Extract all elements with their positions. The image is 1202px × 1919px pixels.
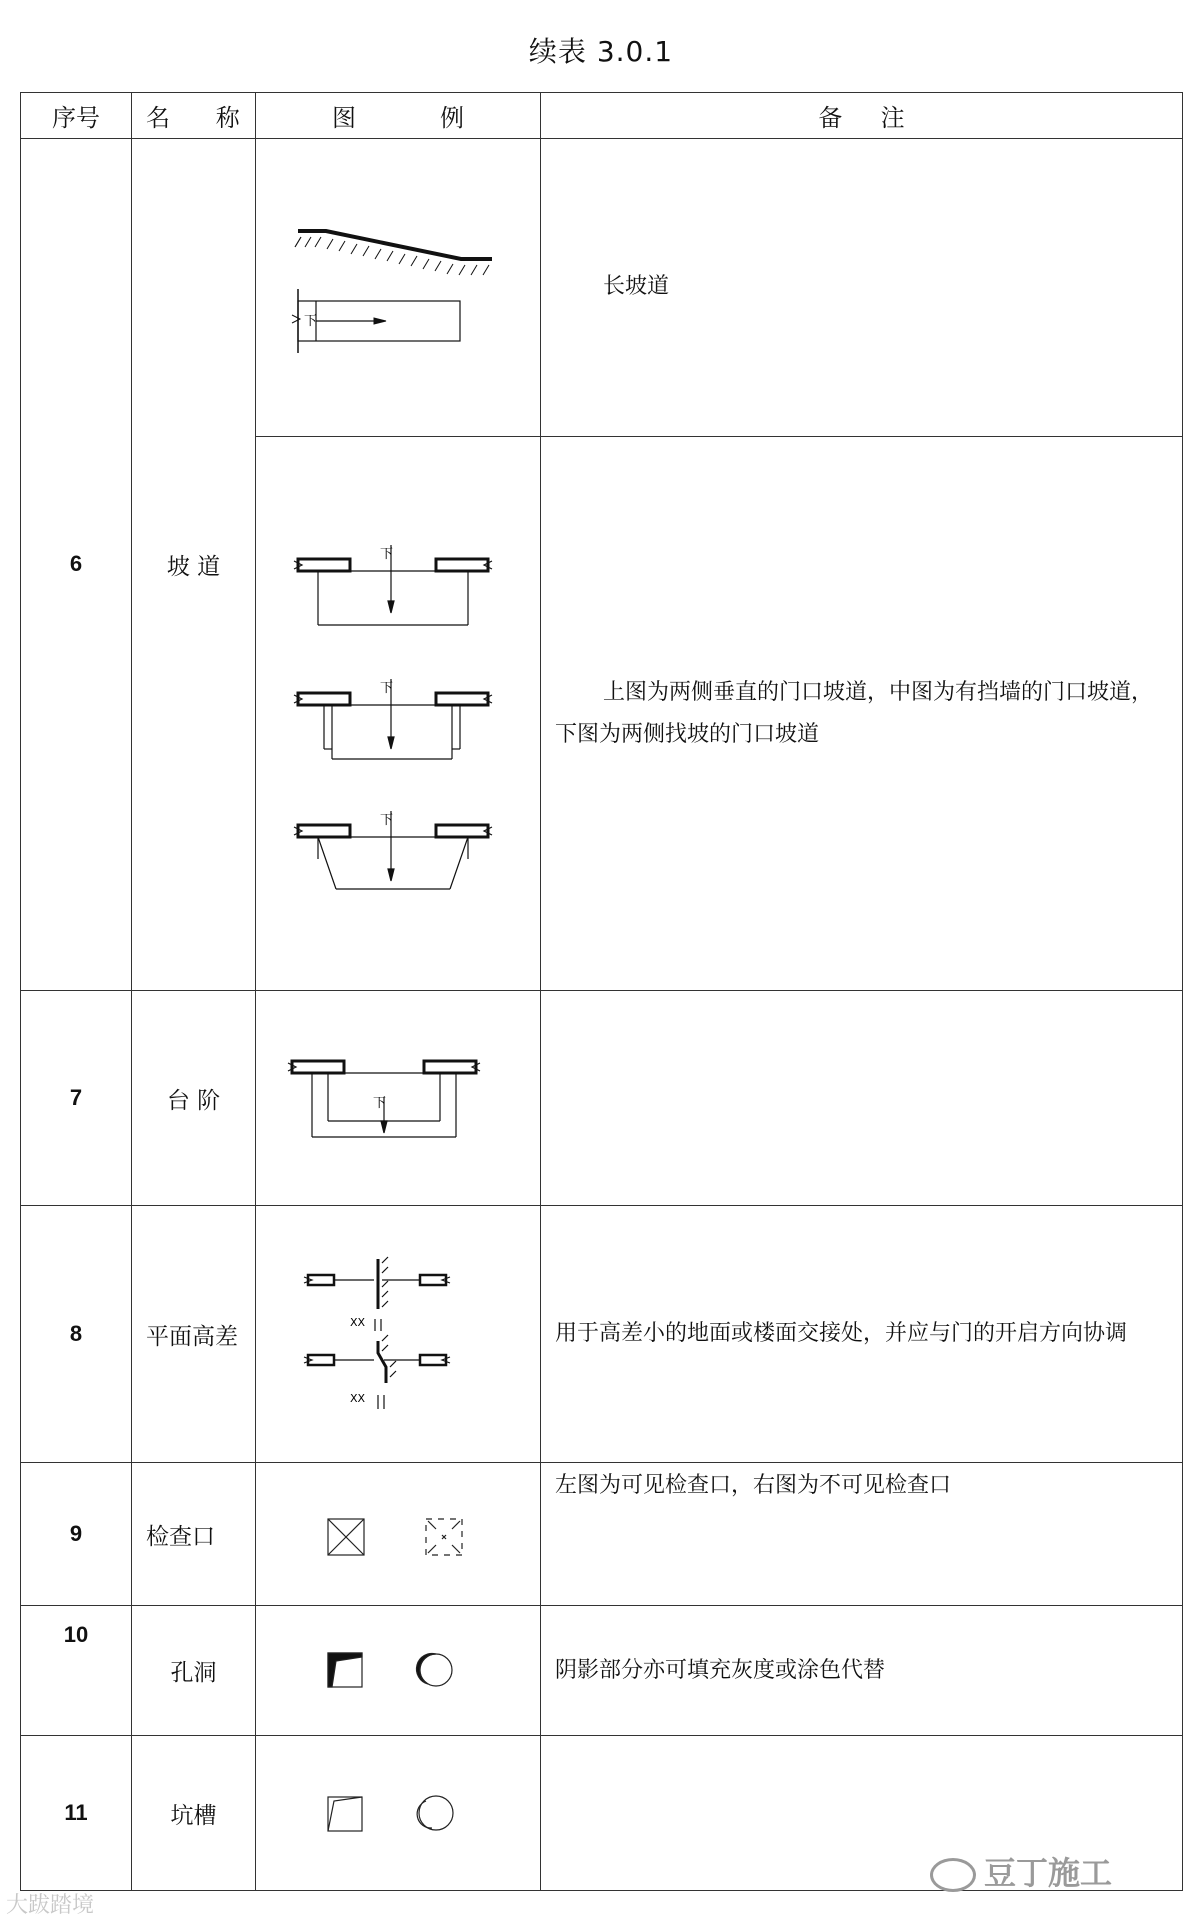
row-note: 用于高差小的地面或楼面交接处，并应与门的开启方向协调	[541, 1205, 1183, 1463]
header-note: 备 注	[541, 93, 1183, 139]
table-row	[21, 1605, 1183, 1736]
down-label: 下	[380, 812, 394, 828]
header-row	[21, 93, 1183, 139]
row-no: 10	[21, 1605, 132, 1736]
figure-access-hatch	[256, 1463, 541, 1606]
down-label: 下	[380, 680, 394, 696]
xx-label: XX	[350, 1316, 366, 1330]
level-change-icon	[256, 1227, 541, 1441]
header-name: 名 称	[132, 93, 256, 139]
table-title: 续表 3.0.1	[528, 35, 674, 68]
access-hatch-icon	[256, 1475, 541, 1593]
watermark-left: 大跋踏境	[6, 1893, 95, 1918]
note-door-ramps: 上图为两侧垂直的门口坡道，中图为有挡墙的门口坡道，下图为两侧找坡的门口坡道	[555, 679, 1154, 747]
row-note: 左图为可见检查口，右图为不可见检查口	[541, 1463, 1183, 1606]
row-no: 6	[21, 138, 132, 991]
note-long-ramp: 长坡道	[603, 274, 670, 300]
watermark-right	[930, 1848, 1112, 1894]
down-label: 下	[373, 1096, 387, 1112]
row-note	[541, 991, 1183, 1205]
figure-opening	[256, 1605, 541, 1736]
door-ramps-icon	[256, 483, 541, 945]
down-label: 下	[380, 546, 394, 562]
row-name: 坑槽	[132, 1736, 256, 1891]
row-no: 11	[21, 1736, 132, 1891]
row-no: 9	[21, 1463, 132, 1606]
figure-door-ramps	[256, 436, 541, 991]
opening-icon	[256, 1617, 541, 1725]
row-note	[541, 138, 1183, 436]
long-ramp-icon	[256, 163, 541, 411]
legend-table	[20, 92, 1183, 1891]
header-no: 序号	[21, 93, 132, 139]
table-row	[21, 991, 1183, 1205]
row-name: 检查口	[132, 1463, 256, 1606]
figure-pit	[256, 1736, 541, 1891]
watermark-right-text: 豆丁施工	[984, 1854, 1113, 1892]
table-row	[21, 1205, 1183, 1463]
figure-long-ramp	[256, 138, 541, 436]
row-note: 阴影部分亦可填充灰度或涂色代替	[541, 1605, 1183, 1736]
row-name: 台 阶	[132, 991, 256, 1205]
header-figure: 图 例	[256, 93, 541, 139]
pit-icon	[256, 1749, 541, 1877]
row-no: 8	[21, 1205, 132, 1463]
row-name: 平面高差	[132, 1205, 256, 1463]
steps-icon	[256, 1009, 541, 1187]
down-label: 下	[304, 314, 318, 330]
figure-level-change	[256, 1205, 541, 1463]
table-row	[21, 1463, 1183, 1606]
row-name: 孔洞	[132, 1605, 256, 1736]
table-row	[21, 138, 1183, 436]
figure-steps	[256, 991, 541, 1205]
chat-bubble-icon	[930, 1858, 976, 1892]
row-note	[541, 436, 1183, 991]
row-no: 7	[21, 991, 132, 1205]
xx-label: XX	[350, 1392, 366, 1406]
row-name: 坡 道	[132, 138, 256, 991]
